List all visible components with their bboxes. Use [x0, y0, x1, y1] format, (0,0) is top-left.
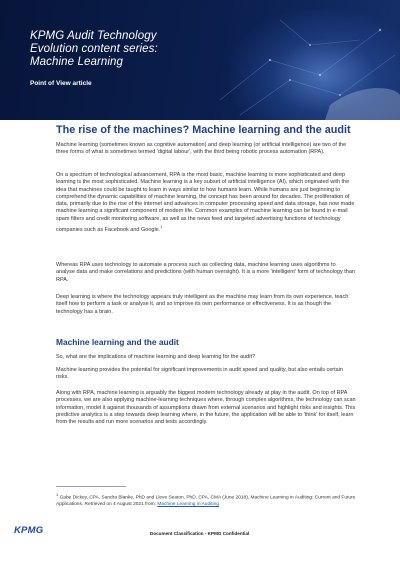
- series-title: [30, 30, 158, 69]
- footnote-number: 1: [56, 492, 59, 497]
- paragraph-text: So, what are the implications of machine learning and deep learning for the audit?: [56, 354, 256, 360]
- article-title: The rise of the machines? Machine learning and the audit: [56, 124, 351, 136]
- document-classification: Document Classification - KPMG Confidential: [150, 531, 250, 536]
- series-title-line-3: Machine Learning: [30, 56, 124, 68]
- paragraph-text: Whereas RPA uses technology to automate a process such as collecting data, machine learning uses algorithms to analyse data and make correlations and predictions (with human oversight). It is a more 'intelligent' form of technology than RPA.: [56, 262, 355, 283]
- paragraph-text: Machine learning (sometimes known as cognitive automation) and deep learning (or artificial intelligence) are two of the three forms of what is sometimes termed 'digital labour', with the third being robotic process automation (RPA).: [56, 142, 347, 156]
- paragraph-text: Along with RPA, machine learning is arguably the biggest modern technology already at play in the audit. On top of RPA processes, we are also applying machine-learning techniques where, through complex algorithms, the technology can scan information, model it against thousands of assumptions drawn from external scenarios and highlight risks and insights. This predictive analytics is a step towards deep learning where, in the future, the application will be able to 'think' for itself, learn from the results and run more scenarios and tests accordingly.: [56, 390, 356, 426]
- footnote-link[interactable]: Machine Learning in Auditing: [157, 501, 219, 507]
- potential-paragraph: [56, 367, 356, 382]
- header-banner: [0, 0, 400, 120]
- footnote-divider: [56, 486, 126, 487]
- paragraph-text: Machine learning provides the potential for significant improvements in audit speed and quality, but also entails certain risks.: [56, 367, 343, 381]
- intro-paragraph: [56, 142, 356, 157]
- rpa-paragraph: [56, 262, 356, 284]
- pov-label: Point of View article: [30, 80, 92, 87]
- footnote: [56, 492, 356, 508]
- series-title-line-1: KPMG Audit Technology: [30, 30, 157, 42]
- kpmg-logo: KPMG: [14, 525, 44, 536]
- footnote-marker: 1: [160, 224, 163, 230]
- spectrum-paragraph: [56, 172, 356, 234]
- section-heading: Machine learning and the audit: [56, 337, 179, 347]
- paragraph-text: Deep learning is where the technology appears truly intelligent as the machine may learn from its own experience, teach itself how to perform a task or analyse it, and so improve its own performance or effectiveness. It is as though the technology has a brain.: [56, 294, 349, 315]
- rpa-ml-paragraph: [56, 390, 356, 426]
- footnote-text: Gabe Dickey, CPA, Sandra Blanke, PhD and Lleve Seaton, PhD, CPA, CMA (June 2018), Machine Learning in Auditing: Current and Future Applications. Retrieved on 4 August 2021 from:: [56, 495, 356, 507]
- banner-tech-graphic: [210, 0, 400, 120]
- series-title-line-2: Evolution content series:: [30, 43, 158, 55]
- paragraph-text: On a spectrum of technological advancement, RPA is the most basic, machine learning is more sophisticated and deep learning is the most sophisticated. Machine learning is a key subset of artificial intelligence (AI), which originated with the idea that machines could be taught to learn in ways similar to how humans learn. While humans are just beginning to comprehend the dynamic capabilities of machine learning, the concept has been around for decades. The proliferation of data, primarily due to the rise of the internet and advances in computer processing speed and data storage, has now made machine learning a significant component of modern life. Common examples of machine learning can be found in e-mail spam filters and credit monitoring software, as well as the news feed and targeted advertising functions of technology companies such as Facebook and Google.: [56, 172, 355, 233]
- deep-learning-paragraph: [56, 294, 356, 316]
- question-paragraph: [56, 354, 356, 361]
